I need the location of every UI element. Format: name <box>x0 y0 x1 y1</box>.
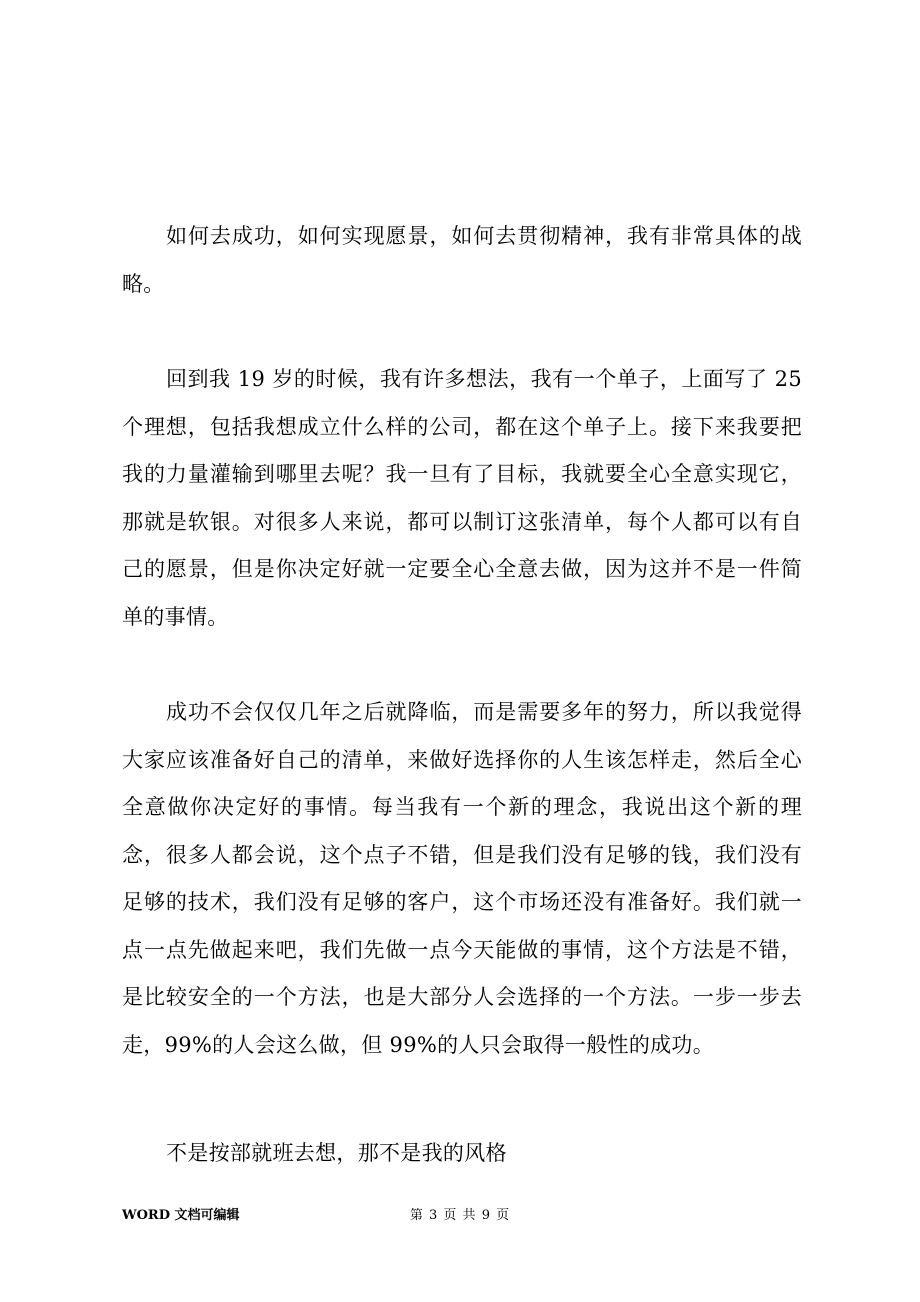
paragraph-3: 成功不会仅仅几年之后就降临，而是需要多年的努力，所以我觉得大家应该准备好自己的清单，来做好选择你的人生该怎样走，然后全心全意做你决定好的事情。每当我有一个新的理念，我说出这个新的理念，很多人都会说，这个点子不错，但是我们没有足够的钱，我们没有足够的技术，我们没有足够的客户，这个市场还没有准备好。我们就一点一点先做起来吧，我们先做一点今天能做的事情，这个方法是不错，是比较安全的一个方法，也是大部分人会选择的一个方法。一步一步去走，99%的人会这么做，但 99%的人只会取得一般性的成功。 <box>122 700 802 1057</box>
paragraph-1: 如何去成功，如何实现愿景，如何去贯彻精神，我有非常具体的战略。 <box>122 224 802 296</box>
paragraph-4: 不是按部就班去想，那不是我的风格 <box>166 1141 507 1165</box>
paragraph-2: 回到我 19 岁的时候，我有许多想法，我有一个单子，上面写了 25 个理想，包括我想成立什么样的公司，都在这个单子上。接下来我要把我的力量灌输到哪里去呢？我一旦有了目标，我就要全心全意实现它，那就是软银。对很多人来说，都可以制订这张清单，每个人都可以有自己的愿景，但是你决定好就一定要全心全意去做，因为这并不是一件简单的事情。 <box>122 367 802 629</box>
footer-editable-label: WORD 文档可编辑 <box>122 1208 240 1223</box>
footer-page-indicator: 第 3 页 共 9 页 <box>409 1208 511 1223</box>
